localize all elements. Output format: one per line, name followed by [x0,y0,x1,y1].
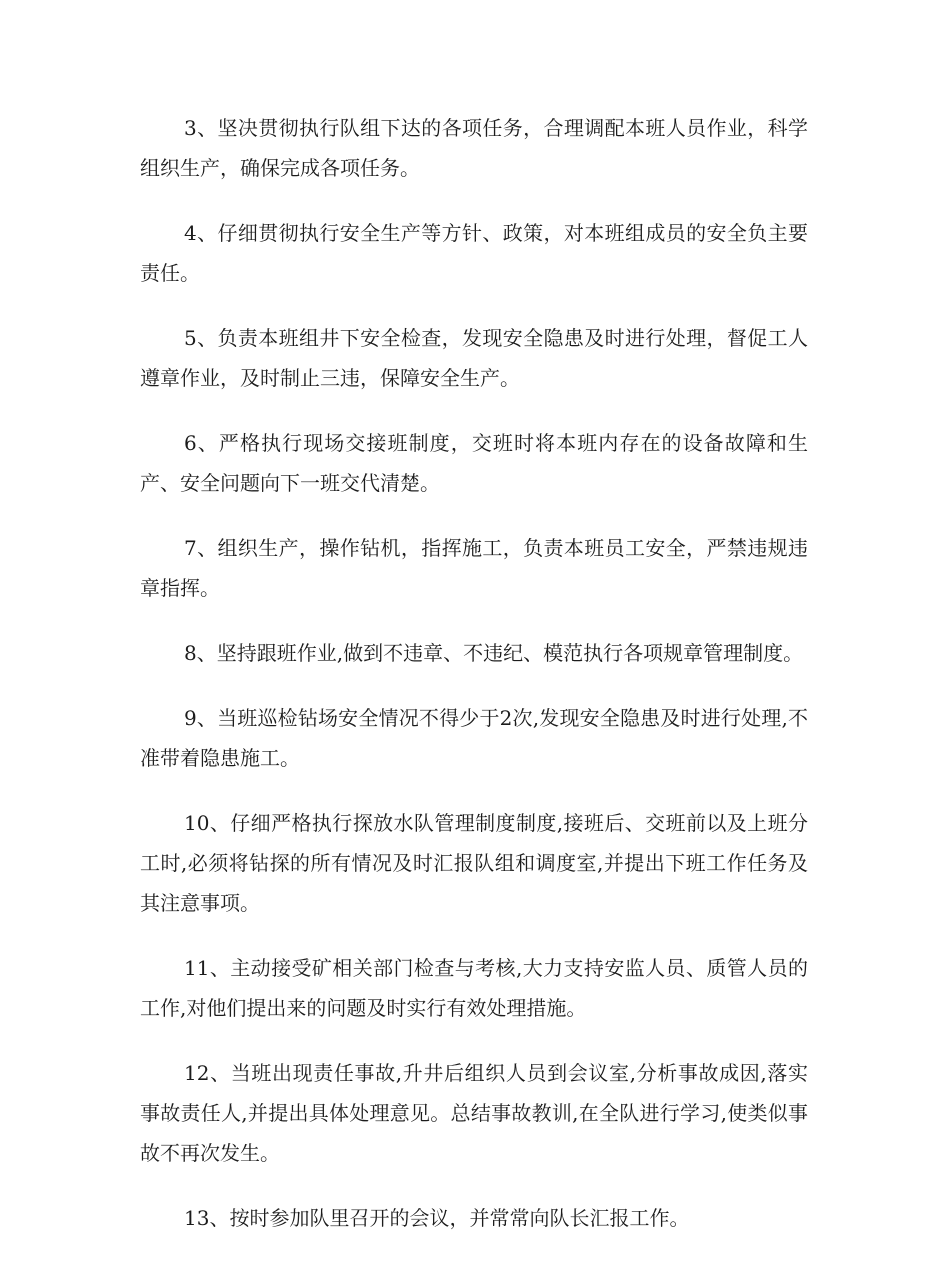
list-item-12: 12、当班出现责任事故,升井后组织人员到会议室,分析事故成因,落实事故责任人,并提出具体处理意见。总结事故教训,在全队进行学习,使类似事故不再次发生。 [140,1061,808,1165]
list-item-6: 6、严格执行现场交接班制度，交班时将本班内存在的设备故障和生产、安全问题向下一班交代清楚。 [140,431,808,495]
list-item-3: 3、坚决贯彻执行队组下达的各项任务，合理调配本班人员作业，科学组织生产，确保完成各项任务。 [140,116,808,180]
list-item-13: 13、按时参加队里召开的会议，并常常向队长汇报工作。 [184,1206,690,1230]
list-item-9: 9、当班巡检钻场安全情况不得少于2次,发现安全隐患及时进行处理,不准带着隐患施工。 [140,706,808,770]
list-item-7: 7、组织生产，操作钻机，指挥施工，负责本班员工安全，严禁违规违章指挥。 [140,536,808,600]
list-item-11: 11、主动接受矿相关部门检查与考核,大力支持安监人员、质管人员的工作,对他们提出来的问题及时实行有效处理措施。 [140,956,808,1020]
list-item-5: 5、负责本班组井下安全检查，发现安全隐患及时进行处理，督促工人遵章作业，及时制止三违，保障安全生产。 [140,326,808,390]
document-body [140,108,808,1263]
list-item-10: 10、仔细严格执行探放水队管理制度制度,接班后、交班前以及上班分工时,必须将钻探的所有情况及时汇报队组和调度室,并提出下班工作任务及其注意事项。 [140,811,808,915]
list-item-8: 8、坚持跟班作业,做到不违章、不违纪、模范执行各项规章管理制度。 [184,641,804,665]
list-item-4: 4、仔细贯彻执行安全生产等方针、政策，对本班组成员的安全负主要责任。 [140,221,808,285]
